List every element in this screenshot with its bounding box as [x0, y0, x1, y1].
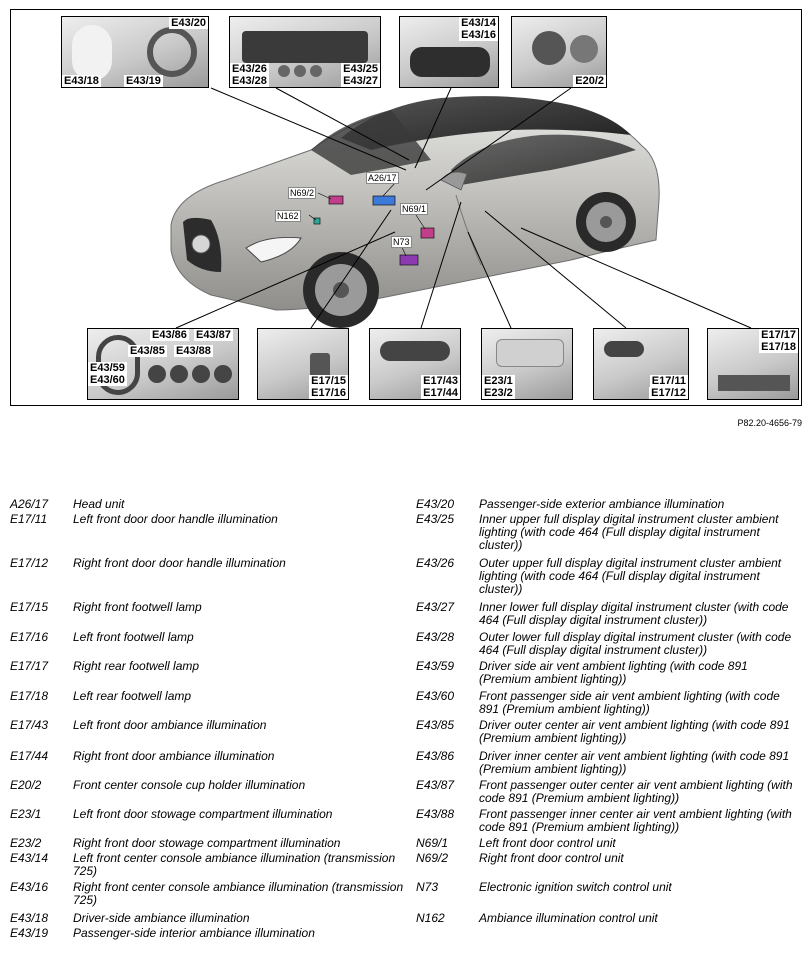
- thumb-center-console: [399, 16, 499, 88]
- legend-description: Left front door control unit: [479, 836, 616, 850]
- legend-code: A26/17: [10, 497, 49, 511]
- label-e17-43: E17/43: [423, 375, 458, 387]
- thumb-door-ambiance: [369, 328, 461, 400]
- legend-row: [10, 852, 405, 878]
- legend-description: Left front footwell lamp: [73, 630, 194, 644]
- legend-description: Passenger-side exterior ambiance illumination: [479, 497, 725, 511]
- label-e17-12: E17/12: [651, 387, 686, 399]
- legend-code: E43/87: [416, 778, 455, 792]
- callout-n73: N73: [393, 237, 410, 247]
- legend-row: [10, 719, 405, 732]
- legend-code: N162: [416, 911, 445, 925]
- callout-a26-17: A26/17: [368, 173, 397, 183]
- legend-row: [416, 852, 802, 865]
- legend-code: E17/16: [10, 630, 49, 644]
- legend-code: E17/43: [10, 718, 49, 732]
- legend-code: E43/85: [416, 718, 455, 732]
- label-e43-25: E43/25: [343, 63, 378, 75]
- label-e43-18: E43/18: [64, 75, 99, 87]
- label-e17-17: E17/17: [761, 329, 796, 341]
- legend-code: N69/1: [416, 836, 449, 850]
- legend-description: Driver inner center air vent ambient lighting (with code 891 (Premium ambient lighting)): [479, 749, 790, 776]
- legend-row: [10, 660, 405, 673]
- legend-row: [416, 660, 802, 686]
- legend-code: E43/14: [10, 851, 49, 865]
- thumb-door-stowage: [481, 328, 573, 400]
- label-e43-20: E43/20: [171, 17, 206, 29]
- legend-row: [416, 557, 802, 596]
- legend-code: E43/18: [10, 911, 49, 925]
- legend-code: E17/12: [10, 556, 49, 570]
- legend-description: Right front footwell lamp: [73, 600, 202, 614]
- legend-row: [10, 498, 405, 511]
- legend-description: Passenger-side interior ambiance illumination: [73, 926, 315, 940]
- legend-description: Outer lower full display digital instrument cluster (with code 464 (Full display digital instrument cluster)): [479, 630, 792, 657]
- thumb-air-vents: [87, 328, 239, 400]
- legend-row: [10, 631, 405, 644]
- callout-n69-1: N69/1: [402, 204, 427, 214]
- legend-row: [416, 881, 802, 894]
- legend-row: [10, 513, 405, 526]
- component-n69-1: [421, 228, 434, 238]
- label-e43-60: E43/60: [90, 374, 125, 386]
- thumb-cup-holder: [511, 16, 607, 88]
- label-e43-86: E43/86: [152, 329, 187, 341]
- legend-code: E43/88: [416, 807, 455, 821]
- legend-row: [416, 779, 802, 805]
- legend-description: Front passenger outer center air vent ambient lighting (with code 891 (Premium ambient lighting)): [479, 778, 793, 805]
- legend-row: [416, 601, 802, 627]
- label-e43-28: E43/28: [232, 75, 267, 87]
- legend-row: [416, 837, 802, 850]
- callout-n162: N162: [277, 211, 299, 221]
- label-e43-59: E43/59: [90, 362, 125, 374]
- label-e23-2: E23/2: [484, 387, 513, 399]
- label-e43-14: E43/14: [461, 17, 496, 29]
- legend-description: Right front door door handle illumination: [73, 556, 286, 570]
- legend-code: E23/1: [10, 807, 42, 821]
- label-e43-26: E43/26: [232, 63, 267, 75]
- legend-description: Left front door stowage compartment illumination: [73, 807, 333, 821]
- car-emblem: [192, 235, 210, 253]
- legend-code: E43/26: [416, 556, 455, 570]
- legend-code: E43/25: [416, 512, 455, 526]
- legend-description: Ambiance illumination control unit: [479, 911, 658, 925]
- legend-row: [416, 513, 802, 552]
- legend-row: [10, 601, 405, 614]
- legend-code: E17/11: [10, 512, 48, 526]
- legend-description: Left front door door handle illumination: [73, 512, 278, 526]
- legend-row: [416, 498, 802, 511]
- label-e43-19: E43/19: [126, 75, 161, 87]
- legend-row: [416, 750, 802, 776]
- legend-code: E43/27: [416, 600, 455, 614]
- legend-row: [10, 881, 405, 907]
- legend-code: N73: [416, 880, 439, 894]
- label-e43-88: E43/88: [176, 345, 211, 357]
- label-e23-1: E23/1: [484, 375, 513, 387]
- thumb-door-handle: [593, 328, 689, 400]
- legend-description: Right front door stowage compartment illumination: [73, 836, 341, 850]
- component-location-diagram: [10, 9, 802, 406]
- legend-description: Driver outer center air vent ambient lighting (with code 891 (Premium ambient lighting)): [479, 718, 790, 745]
- legend-description: Left front door ambiance illumination: [73, 718, 267, 732]
- legend-description: Electronic ignition switch control unit: [479, 880, 672, 894]
- legend-code: E43/28: [416, 630, 455, 644]
- legend-row: [10, 837, 405, 850]
- legend-description: Left rear footwell lamp: [73, 689, 192, 703]
- legend-row: [416, 912, 802, 925]
- legend-description: Driver-side ambiance illumination: [73, 911, 250, 925]
- legend-description: Driver side air vent ambient lighting (with code 891 (Premium ambient lighting)): [479, 659, 748, 686]
- legend-description: Right front door ambiance illumination: [73, 749, 275, 763]
- thumb-instrument-cluster: [229, 16, 381, 88]
- legend-row: [10, 779, 405, 792]
- label-e43-87: E43/87: [196, 329, 231, 341]
- legend-code: E43/59: [416, 659, 455, 673]
- legend-row: [10, 690, 405, 703]
- legend-code: E17/15: [10, 600, 49, 614]
- legend-code: E17/17: [10, 659, 49, 673]
- legend-description: Inner upper full display digital instrument cluster ambient lighting (with code 464 (Full display digital instrument cluster)): [479, 512, 779, 552]
- label-e20-2: E20/2: [575, 75, 604, 87]
- legend-row: [416, 631, 802, 657]
- legend-description: Inner lower full display digital instrument cluster (with code 464 (Full display digital instrument cluster)): [479, 600, 789, 627]
- legend-code: E43/86: [416, 749, 455, 763]
- legend-row: [416, 808, 802, 834]
- label-e43-16: E43/16: [461, 29, 496, 41]
- legend-code: E43/16: [10, 880, 49, 894]
- label-e17-18: E17/18: [761, 341, 796, 353]
- legend-code: E43/60: [416, 689, 455, 703]
- legend-row: [10, 808, 405, 821]
- component-n73: [400, 255, 418, 265]
- legend-description: Front center console cup holder illumination: [73, 778, 306, 792]
- figure-code: P82.20-4656-79: [737, 418, 802, 428]
- legend-code: E43/20: [416, 497, 455, 511]
- legend-description: Left front center console ambiance illumination (transmission 725): [73, 851, 396, 878]
- legend-code: N69/2: [416, 851, 449, 865]
- label-e43-27: E43/27: [343, 75, 378, 87]
- label-e43-85: E43/85: [130, 345, 165, 357]
- legend-code: E17/44: [10, 749, 49, 763]
- label-e17-16: E17/16: [311, 387, 346, 399]
- label-e17-11: E17/11: [651, 375, 686, 387]
- legend-row: [10, 750, 405, 763]
- legend-description: Right front door control unit: [479, 851, 624, 865]
- legend-code: E23/2: [10, 836, 42, 850]
- legend-row: [416, 719, 802, 745]
- legend-description: Right rear footwell lamp: [73, 659, 200, 673]
- legend-row: [416, 690, 802, 716]
- callout-n69-2: N69/2: [290, 188, 315, 198]
- component-n69-2: [329, 196, 343, 204]
- legend-row: [10, 557, 405, 570]
- legend-description: Right front center console ambiance illumination (transmission 725): [73, 880, 404, 907]
- label-e17-44: E17/44: [423, 387, 458, 399]
- legend-description: Outer upper full display digital instrument cluster ambient lighting (with code 464 (Full display digital instrument cluster)): [479, 556, 782, 596]
- legend-code: E17/18: [10, 689, 49, 703]
- thumb-rear-footwell: [707, 328, 799, 400]
- legend-row: [10, 927, 405, 940]
- legend-code: E20/2: [10, 778, 42, 792]
- legend-row: [10, 912, 405, 925]
- legend-code: E43/19: [10, 926, 49, 940]
- legend-description: Front passenger inner center air vent ambient lighting (with code 891 (Premium ambient lighting)): [479, 807, 792, 834]
- legend-description: Head unit: [73, 497, 125, 511]
- legend-description: Front passenger side air vent ambient lighting (with code 891 (Premium ambient lighting)): [479, 689, 780, 716]
- component-a26-17: [373, 196, 395, 205]
- thumb-front-footwell: [257, 328, 349, 400]
- thumb-driver-side-ambiance: [61, 16, 209, 88]
- label-e17-15: E17/15: [311, 375, 346, 387]
